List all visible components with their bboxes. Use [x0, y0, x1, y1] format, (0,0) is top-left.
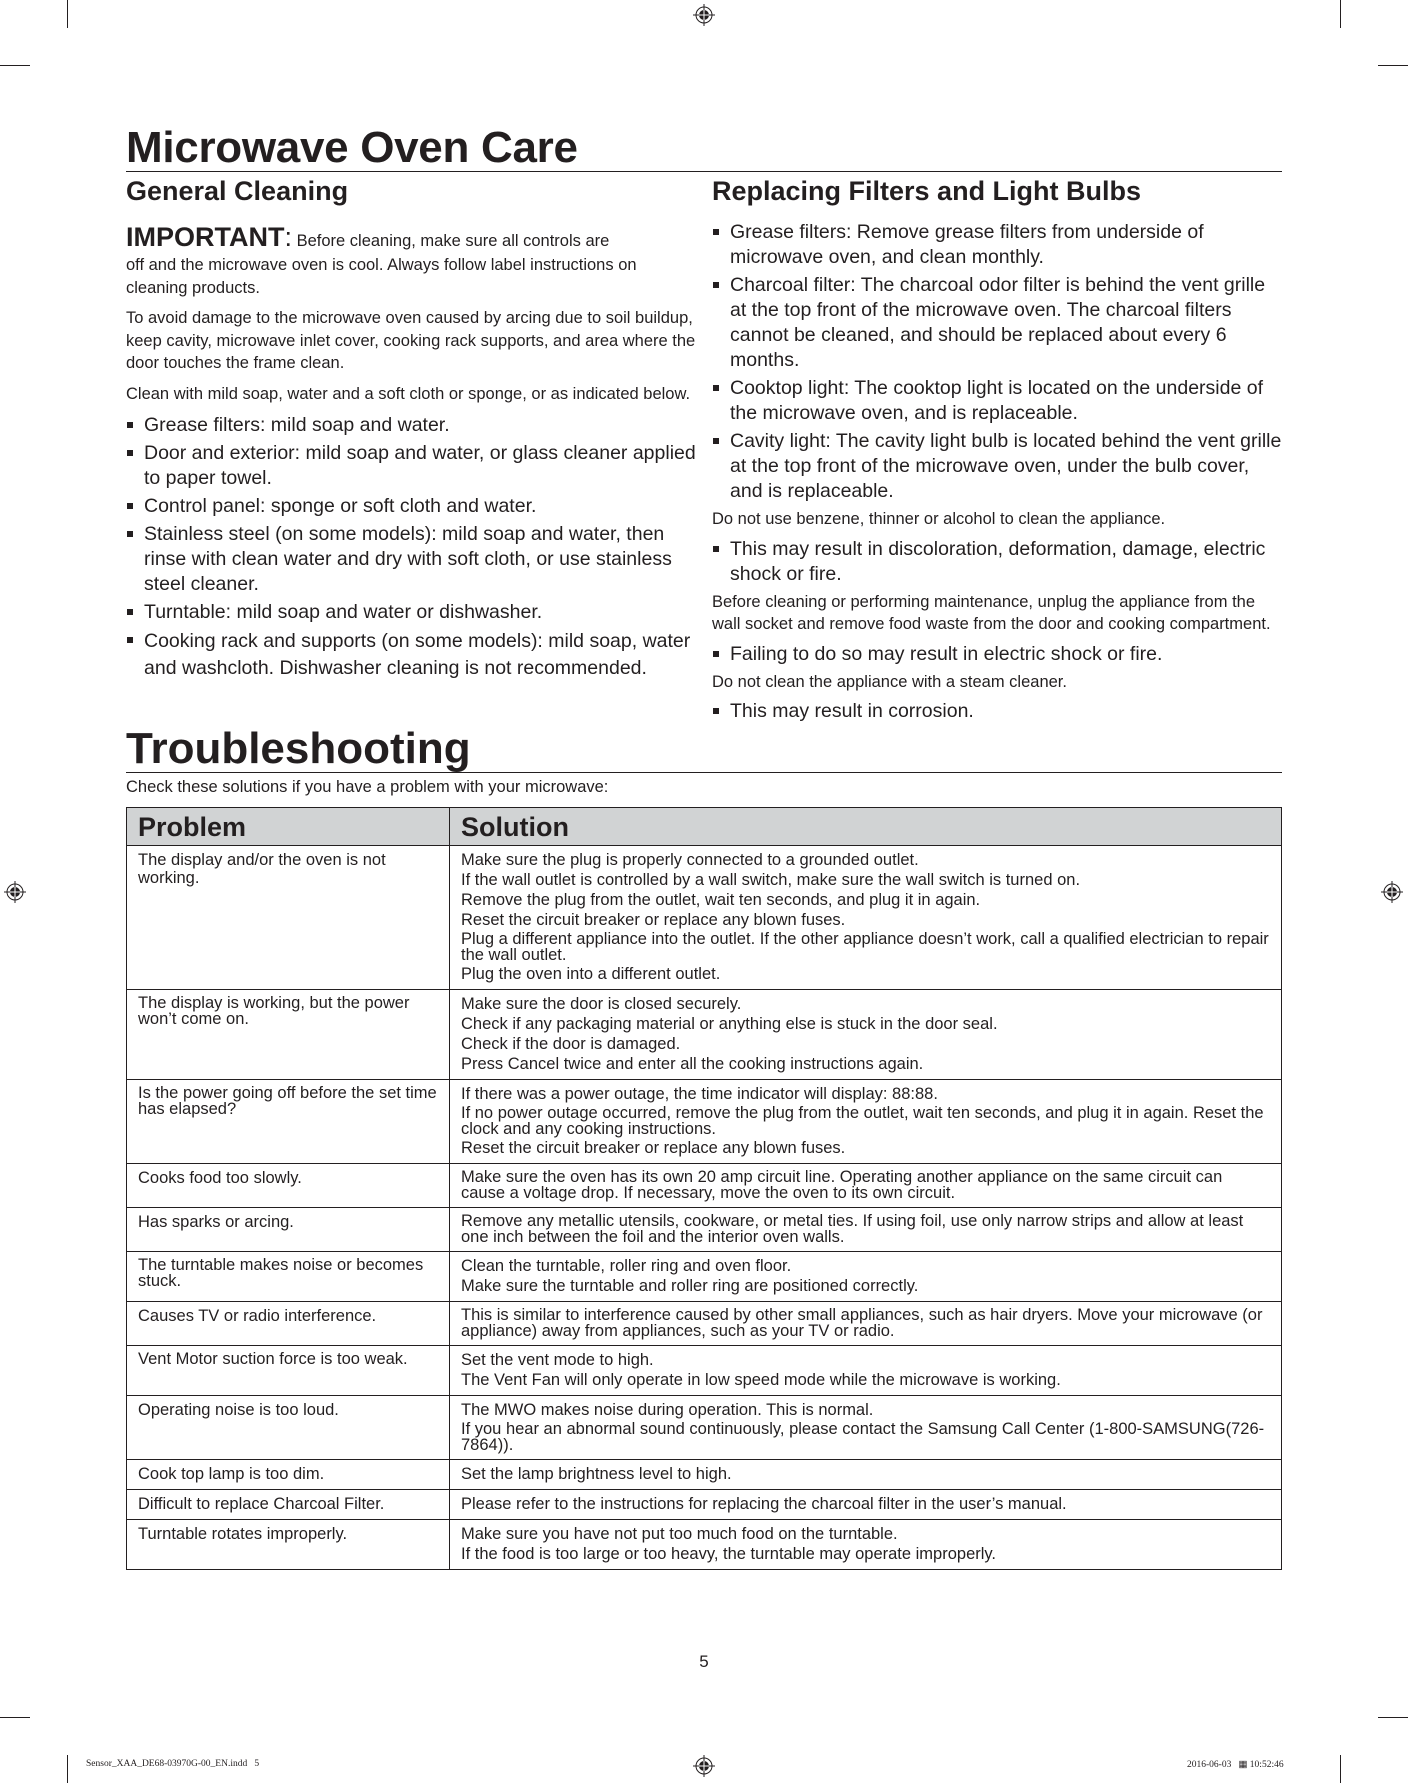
solution-cell: [450, 1302, 1282, 1346]
benzene-warning-list: [712, 537, 1282, 587]
registration-mark-icon: [1381, 881, 1403, 903]
solution-line: Make sure the turntable and roller ring are positioned correctly.: [461, 1277, 919, 1295]
important-notice: [126, 222, 696, 252]
list-item: Stainless steel (on some models): mild soap and water, then rinse with clean water and dry with soft cloth, or use stainless steel cleaner.: [126, 522, 696, 597]
solution-line: Make sure the door is closed securely.: [461, 995, 742, 1013]
solution-line: If you hear an abnormal sound continuously, please contact the Samsung Call Center (1-800-SAMSUNG(726-7864)).: [461, 1420, 1265, 1454]
benzene-note: Do not use benzene, thinner or alcohol to clean the appliance.: [712, 510, 1166, 528]
table-row: [127, 1080, 1282, 1164]
solution-cell: [450, 1164, 1282, 1208]
problem-cell: Turntable rotates improperly.: [127, 1520, 450, 1570]
registration-mark-icon: [4, 881, 26, 903]
solution-line: Set the lamp brightness level to high.: [461, 1465, 732, 1483]
solution-line: If the food is too large or too heavy, the turntable may operate improperly.: [461, 1545, 997, 1563]
table-row: [127, 1396, 1282, 1460]
table-row: [127, 1164, 1282, 1208]
important-colon: :: [284, 222, 292, 252]
list-item: Cooktop light: The cooktop light is located on the underside of the microwave oven, and is replaceable.: [712, 376, 1282, 426]
solution-line: The MWO makes noise during operation. This is normal.: [461, 1401, 874, 1419]
troubleshooting-section: [126, 726, 1282, 1570]
important-text-1: Before cleaning, make sure all controls are: [292, 232, 610, 250]
unplug-warning-list: [712, 642, 1282, 667]
steam-note: Do not clean the appliance with a steam cleaner.: [712, 672, 1067, 691]
solution-line: If no power outage occurred, remove the plug from the outlet, wait ten seconds, and plug it in again. Reset the clock and any cooking instructions.: [461, 1104, 1264, 1138]
solution-line: Clean the turntable, roller ring and oven floor.: [461, 1257, 792, 1275]
registration-mark-icon: [693, 4, 715, 26]
solution-cell: [450, 1208, 1282, 1252]
cleaning-list: [126, 413, 696, 682]
solution-cell: [450, 1396, 1282, 1460]
solution-cell: [450, 1490, 1282, 1520]
general-cleaning-section: [126, 172, 696, 724]
table-row: [127, 1252, 1282, 1302]
solution-cell: [450, 1460, 1282, 1490]
crop-mark: [1340, 0, 1341, 28]
table-header-row: [127, 808, 1282, 846]
problem-cell: Cook top lamp is too dim.: [127, 1460, 450, 1490]
table-row: [127, 1346, 1282, 1396]
troubleshooting-table: [126, 807, 1282, 1570]
page-number: 5: [699, 1652, 709, 1671]
solution-line: This is similar to interference caused by other small appliances, such as hair dryers. Move your microwave (or appliance) away from appliances, such as your TV or radio.: [461, 1306, 1263, 1340]
solution-line: Press Cancel twice and enter all the cooking instructions again.: [461, 1055, 924, 1073]
solution-line: The Vent Fan will only operate in low speed mode while the microwave is working.: [461, 1371, 1061, 1389]
list-item: This may result in corrosion.: [712, 699, 1282, 724]
page-content: [126, 125, 1282, 1570]
crop-mark: [0, 65, 30, 66]
crop-mark: [1340, 1755, 1341, 1783]
arcing-paragraph: To avoid damage to the microwave oven caused by arcing due to soil buildup, keep cavity, microwave inlet cover, cooking rack supports, and area where the door touches the frame clean.: [126, 309, 696, 372]
solution-line: Reset the circuit breaker or replace any blown fuses.: [461, 1139, 846, 1157]
solution-line: Make sure the plug is properly connected to a grounded outlet.: [461, 851, 919, 869]
crop-mark: [1378, 1717, 1408, 1718]
list-item: Grease filters: mild soap and water.: [126, 413, 696, 438]
solution-line: Plug a different appliance into the outlet. If the other appliance doesn’t work, call a qualified electrician to repair the wall outlet.: [461, 930, 1269, 964]
clean-with-paragraph: Clean with mild soap, water and a soft cloth or sponge, or as indicated below.: [126, 384, 691, 403]
crop-mark: [67, 1755, 68, 1783]
problem-cell: Cooks food too slowly.: [127, 1164, 450, 1208]
solution-line: Make sure the oven has its own 20 amp circuit line. Operating another appliance on the same circuit can cause a voltage drop. If necessary, move the oven to its own circuit.: [461, 1168, 1223, 1202]
page-title: Microwave Oven Care: [126, 123, 578, 172]
registration-mark-icon: [693, 1755, 715, 1777]
solution-cell: [450, 1080, 1282, 1164]
important-text-2: off and the microwave oven is cool. Always follow label instructions on cleaning products.: [126, 256, 637, 297]
replacing-list: [712, 220, 1282, 504]
solution-cell: [450, 1520, 1282, 1570]
list-item: Failing to do so may result in electric shock or fire.: [712, 642, 1282, 667]
list-item: Cavity light: The cavity light bulb is located behind the vent grille at the top front of the microwave oven, under the bulb cover, and is replaceable.: [712, 429, 1282, 504]
crop-mark: [67, 0, 68, 28]
table-row: [127, 1460, 1282, 1490]
solution-line: Reset the circuit breaker or replace any blown fuses.: [461, 911, 846, 929]
solution-line: Check if the door is damaged.: [461, 1035, 681, 1053]
solution-line: Check if any packaging material or anything else is stuck in the door seal.: [461, 1015, 998, 1033]
list-item: Charcoal filter: The charcoal odor filter is behind the vent grille at the top front of the microwave oven. The charcoal filters cannot be cleaned, and should be replaced about every 6 months.: [712, 273, 1282, 373]
solution-line: Remove the plug from the outlet, wait ten seconds, and plug it in again.: [461, 891, 981, 909]
replacing-section: [712, 172, 1282, 724]
problem-cell: The turntable makes noise or becomes stuck.: [127, 1252, 450, 1302]
column-header-solution: Solution: [450, 808, 1282, 846]
list-item: Turntable: mild soap and water or dishwasher.: [126, 600, 696, 625]
solution-cell: [450, 1346, 1282, 1396]
solution-line: Set the vent mode to high.: [461, 1351, 654, 1369]
list-item: Control panel: sponge or soft cloth and water.: [126, 494, 696, 519]
problem-cell: Has sparks or arcing.: [127, 1208, 450, 1252]
troubleshooting-intro: Check these solutions if you have a problem with your microwave:: [126, 778, 609, 796]
troubleshooting-title: Troubleshooting: [126, 724, 471, 773]
table-row: [127, 1520, 1282, 1570]
print-slug-filename: Sensor_XAA_DE68-03970G-00_EN.indd 5: [86, 1759, 260, 1769]
solution-cell: [450, 846, 1282, 990]
table-row: [127, 1208, 1282, 1252]
table-row: [127, 990, 1282, 1080]
solution-cell: [450, 1252, 1282, 1302]
table-row: [127, 1490, 1282, 1520]
unplug-note: Before cleaning or performing maintenance, unplug the appliance from the wall socket and remove food waste from the door and cooking compartment.: [712, 592, 1271, 633]
problem-cell: Difficult to replace Charcoal Filter.: [127, 1490, 450, 1520]
column-header-problem: Problem: [127, 808, 450, 846]
solution-line: Please refer to the instructions for replacing the charcoal filter in the user’s manual.: [461, 1495, 1067, 1513]
solution-line: Make sure you have not put too much food on the turntable.: [461, 1525, 898, 1543]
problem-cell: Operating noise is too loud.: [127, 1396, 450, 1460]
list-item: This may result in discoloration, deformation, damage, electric shock or fire.: [712, 537, 1282, 587]
important-label: IMPORTANT: [126, 222, 285, 252]
problem-cell: Is the power going off before the set time has elapsed?: [127, 1080, 450, 1164]
general-cleaning-heading: General Cleaning: [126, 176, 349, 206]
solution-line: If the wall outlet is controlled by a wall switch, make sure the wall switch is turned on.: [461, 871, 1081, 889]
problem-cell: The display is working, but the power won’t come on.: [127, 990, 450, 1080]
problem-cell: The display and/or the oven is not working.: [127, 846, 450, 990]
list-item: Grease filters: Remove grease filters from underside of microwave oven, and clean monthly.: [712, 220, 1282, 270]
crop-mark: [1378, 65, 1408, 66]
list-item: Door and exterior: mild soap and water, or glass cleaner applied to paper towel.: [126, 441, 696, 491]
solution-cell: [450, 990, 1282, 1080]
steam-warning-list: [712, 699, 1282, 724]
replacing-heading: Replacing Filters and Light Bulbs: [712, 176, 1142, 206]
table-row: [127, 846, 1282, 990]
solution-line: Remove any metallic utensils, cookware, or metal ties. If using foil, use only narrow strips and allow at least one inch between the foil and the interior oven walls.: [461, 1212, 1244, 1246]
care-columns: [126, 172, 1282, 724]
print-slug-timestamp: 2016-06-03 ▦ 10:52:46: [1187, 1760, 1284, 1770]
problem-cell: Causes TV or radio interference.: [127, 1302, 450, 1346]
list-item: Cooking rack and supports (on some models): mild soap, water and washcloth. Dishwasher cleaning is not recommended.: [126, 628, 696, 682]
problem-cell: Vent Motor suction force is too weak.: [127, 1346, 450, 1396]
table-row: [127, 1302, 1282, 1346]
solution-line: If there was a power outage, the time indicator will display: 88:88.: [461, 1085, 938, 1103]
solution-line: Plug the oven into a different outlet.: [461, 965, 721, 983]
crop-mark: [0, 1717, 30, 1718]
